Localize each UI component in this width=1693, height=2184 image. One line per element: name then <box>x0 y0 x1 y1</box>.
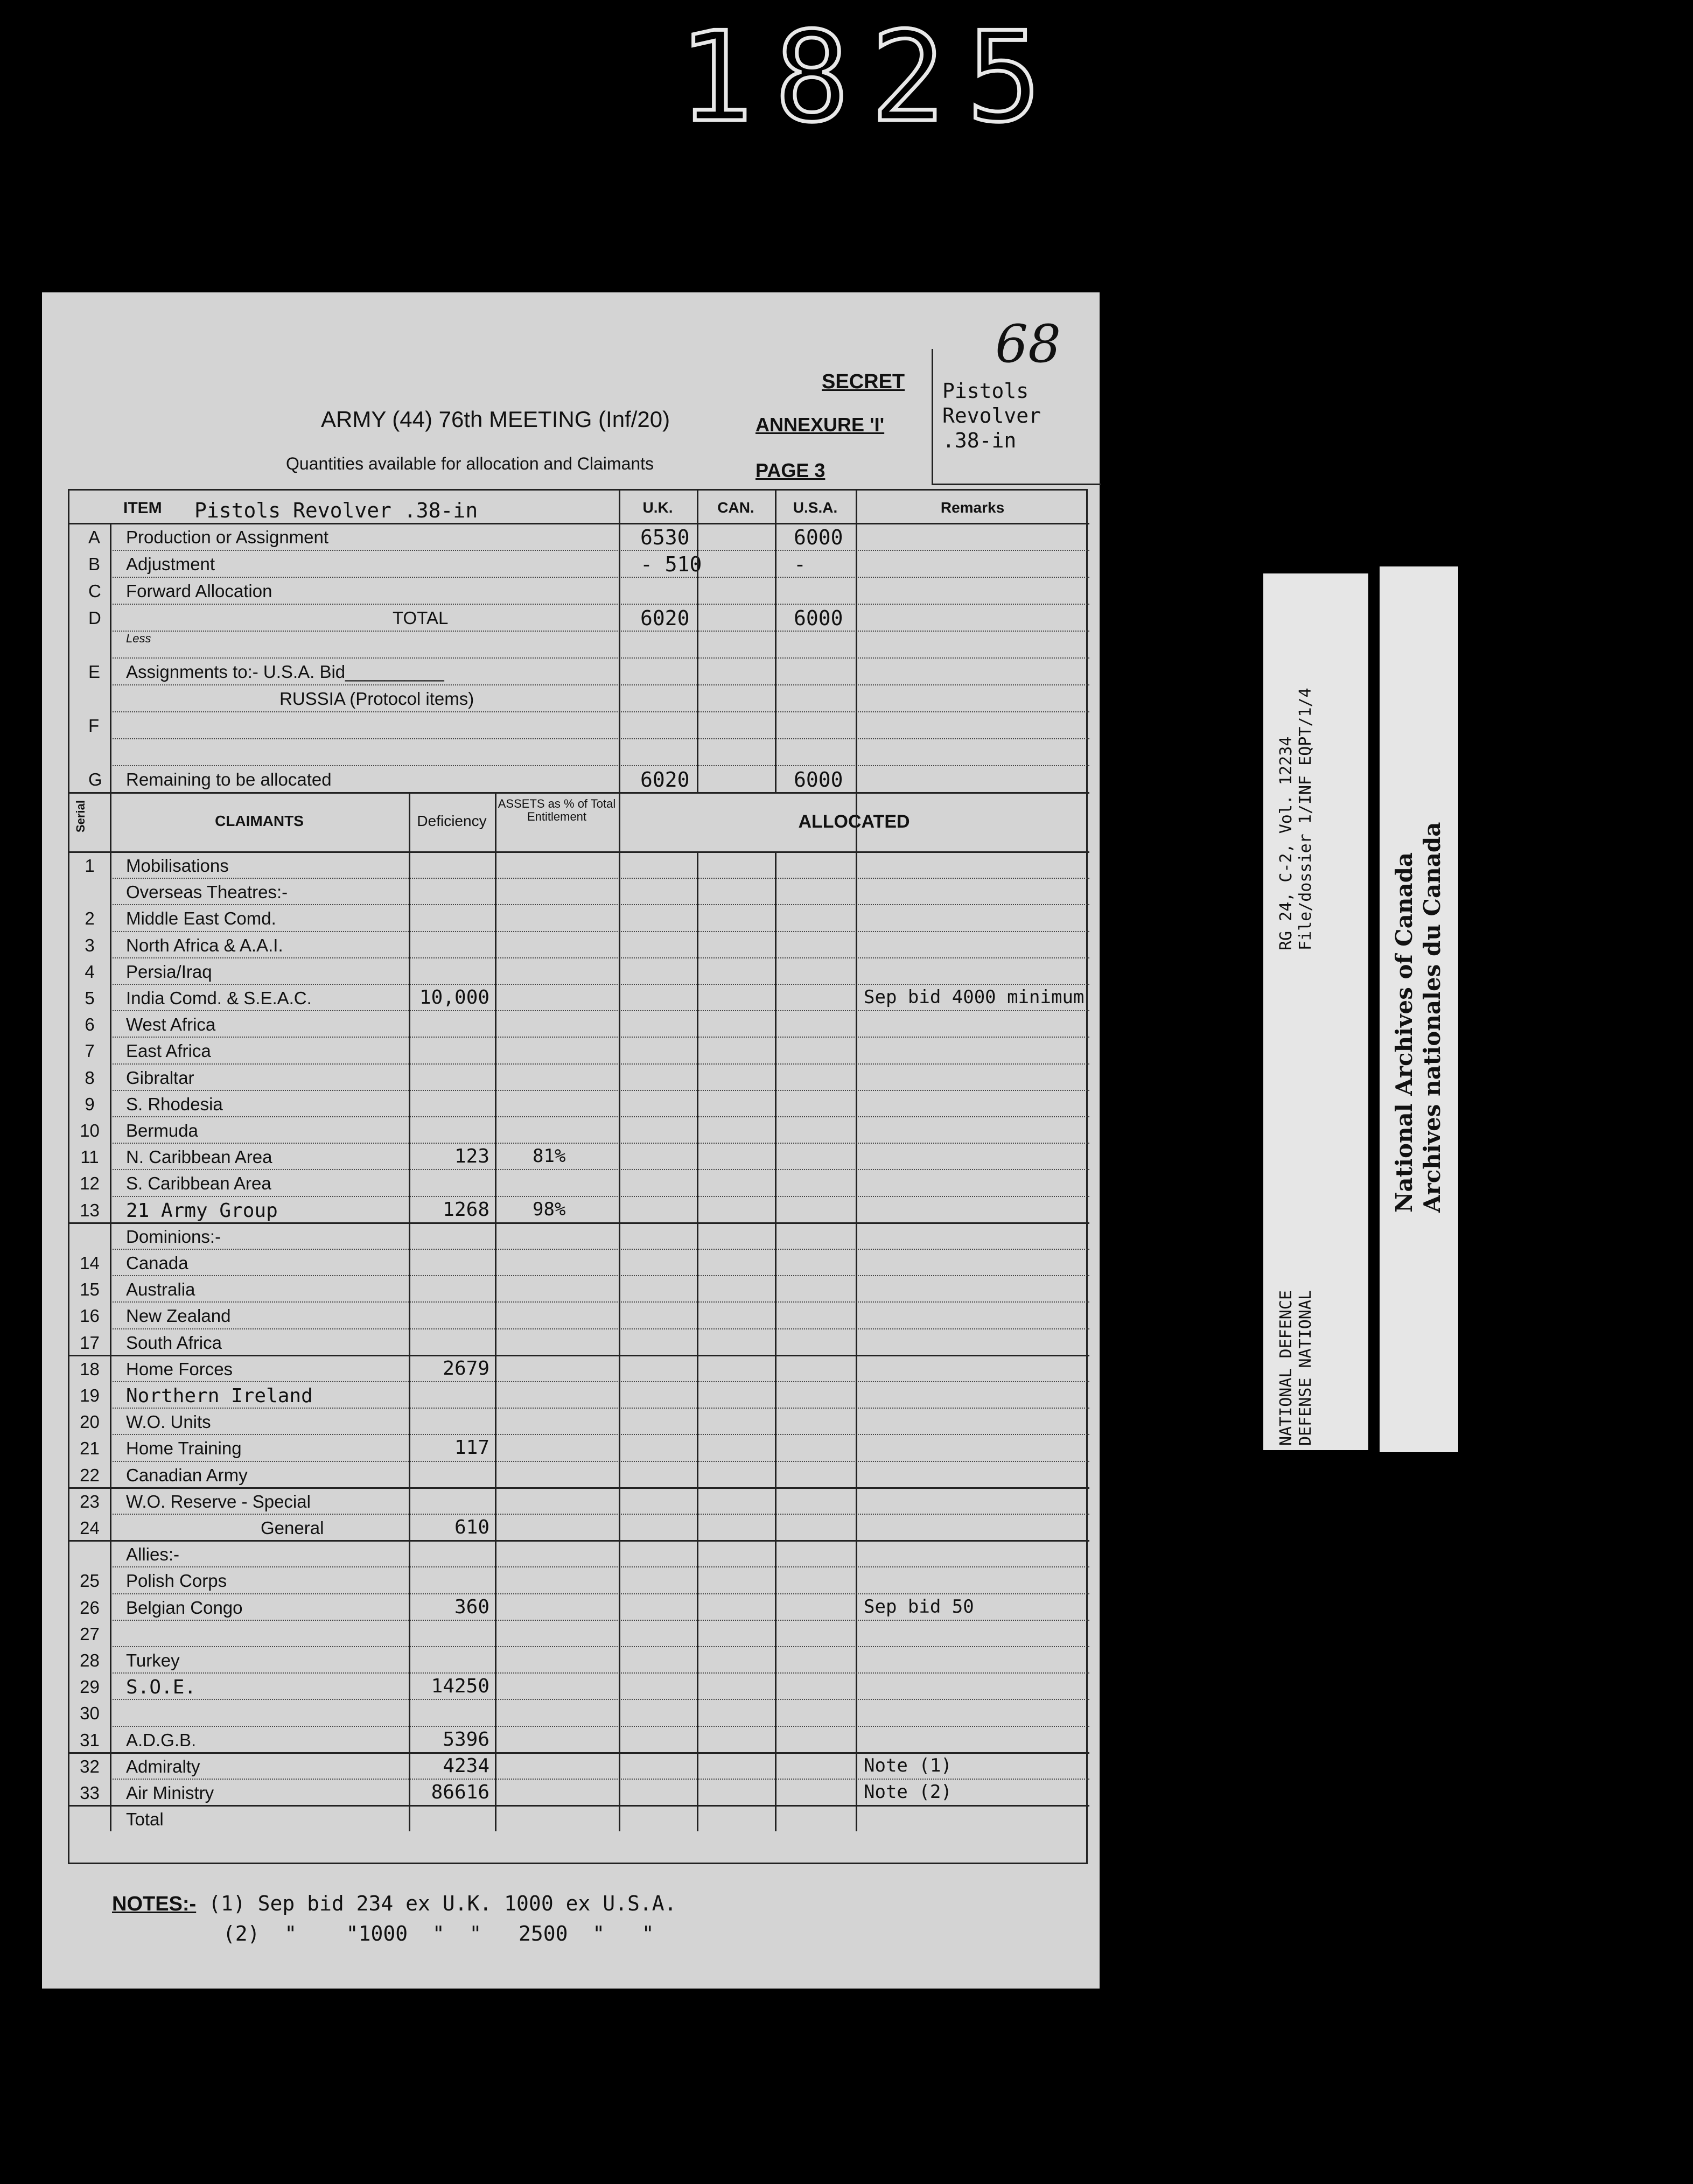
claimant-name: S. Rhodesia <box>126 1094 223 1114</box>
row-divider <box>110 1620 1089 1621</box>
row-divider <box>110 1646 1089 1647</box>
column-header: U.K. <box>642 499 673 516</box>
claimants-header: CLAIMANTS <box>215 813 304 829</box>
serial-number: 9 <box>85 1094 95 1114</box>
archive-line: Archives nationales du Canada <box>1419 822 1445 1213</box>
claimant-name: 21 Army Group <box>126 1199 278 1222</box>
serial-number: 14 <box>80 1253 100 1273</box>
deficiency-header: Deficiency <box>417 813 487 829</box>
deficiency-value: 123 <box>454 1145 489 1168</box>
row-label: TOTAL <box>393 608 449 628</box>
deficiency-value: 117 <box>454 1437 489 1459</box>
claimant-name: India Comd. & S.E.A.C. <box>126 988 312 1008</box>
deficiency-value: 610 <box>454 1516 489 1538</box>
claimant-name: Middle East Comd. <box>126 908 276 929</box>
claimant-name: Turkey <box>126 1650 180 1670</box>
row-divider <box>110 1726 1089 1727</box>
row-divider <box>69 1355 1089 1356</box>
row-divider <box>69 1540 1089 1542</box>
row-divider <box>110 1779 1089 1780</box>
claimant-name: Canada <box>126 1253 188 1273</box>
serial-number: 32 <box>80 1756 100 1776</box>
column-header: U.S.A. <box>793 499 838 516</box>
serial-number: 16 <box>80 1306 100 1326</box>
row-label: Assignments to:- U.S.A. Bid__________ <box>126 662 444 682</box>
archive-line: National Archives of Canada <box>1391 852 1417 1213</box>
remarks-value: Note (2) <box>864 1781 952 1803</box>
column-divider <box>619 491 620 792</box>
claimant-name: General <box>261 1518 324 1538</box>
claimant-name: Dominions:- <box>126 1226 221 1247</box>
archive-strip <box>1380 566 1458 1452</box>
serial-number: 2 <box>85 908 95 929</box>
serial-number: 26 <box>80 1597 100 1618</box>
reference-line: File/dossier 1/INF EQPT/1/4 <box>1296 688 1315 950</box>
serial-number: 24 <box>80 1518 100 1538</box>
row-divider <box>110 604 1089 605</box>
row-label: Production or Assignment <box>126 527 329 547</box>
uk-value: 6020 <box>640 606 690 630</box>
reference-strip <box>1263 573 1368 1450</box>
row-label: Forward Allocation <box>126 581 272 601</box>
column-divider <box>856 792 857 1831</box>
serial-number: 12 <box>80 1173 100 1194</box>
serial-number: 10 <box>80 1121 100 1140</box>
column-divider <box>619 792 620 1831</box>
row-divider <box>110 1699 1089 1700</box>
usa-value: 6000 <box>794 768 843 792</box>
handwritten-page-number: 68 <box>995 314 1061 374</box>
claimant-name: N. Caribbean Area <box>126 1147 272 1167</box>
document-page <box>42 292 1100 1989</box>
row-divider <box>110 878 1089 879</box>
classification-label: SECRET <box>822 370 905 393</box>
serial-number: 13 <box>80 1200 100 1220</box>
deficiency-value: 14250 <box>431 1675 489 1698</box>
claimant-name: Home Forces <box>126 1359 233 1379</box>
deficiency-value: 10,000 <box>419 986 490 1009</box>
row-letter: E <box>88 662 101 682</box>
serial-number: 15 <box>80 1279 100 1300</box>
row-divider <box>110 957 1089 958</box>
row-divider <box>110 657 1089 659</box>
notes-label: NOTES:- <box>112 1893 197 1915</box>
serial-number: 4 <box>85 961 95 982</box>
claimant-name: West Africa <box>126 1014 216 1035</box>
uk-value: - 510 <box>640 552 702 576</box>
serial-number: 22 <box>80 1465 100 1485</box>
usa-value: 6000 <box>794 526 843 549</box>
claimant-name: Overseas Theatres:- <box>126 882 288 902</box>
item-box-text <box>942 379 1041 453</box>
remarks-value: Note (1) <box>864 1754 952 1776</box>
note-line: (2) " "1000 " " 2500 " " <box>222 1922 654 1945</box>
claimant-name: Total <box>126 1809 164 1830</box>
row-divider <box>69 1222 1089 1224</box>
serial-number: 28 <box>80 1650 100 1670</box>
claimant-name: A.D.G.B. <box>126 1730 197 1750</box>
serial-header: Serial <box>74 800 87 832</box>
row-divider <box>110 550 1089 551</box>
row-letter: A <box>88 527 101 547</box>
row-label: Less <box>126 632 151 645</box>
divider <box>69 851 1089 853</box>
column-divider <box>697 491 698 792</box>
row-divider <box>110 631 1089 632</box>
row-divider <box>69 1805 1089 1807</box>
annexure-label: ANNEXURE 'I' <box>755 414 885 436</box>
serial-number: 33 <box>80 1783 100 1803</box>
row-divider <box>110 1301 1089 1303</box>
row-divider <box>110 1143 1089 1144</box>
serial-number: 1 <box>85 856 95 876</box>
allocation-table <box>68 489 1088 1864</box>
row-divider <box>69 1487 1089 1489</box>
usa-value: - <box>794 552 806 576</box>
row-divider <box>110 1010 1089 1011</box>
column-divider <box>495 792 496 1831</box>
assets-value: 81% <box>533 1145 566 1167</box>
serial-number: 19 <box>80 1385 100 1405</box>
claimant-name: Persia/Iraq <box>126 961 212 982</box>
claimant-name: Home Training <box>126 1438 242 1459</box>
frame-number: 1825 <box>678 6 1063 150</box>
row-divider <box>110 1275 1089 1276</box>
page-number: PAGE 3 <box>755 459 825 481</box>
divider <box>69 792 1089 794</box>
serial-number: 6 <box>85 1014 95 1035</box>
row-label: Remaining to be allocated <box>126 769 332 789</box>
row-divider <box>69 1752 1089 1754</box>
claimant-name: Australia <box>126 1279 195 1300</box>
serial-number: 3 <box>85 935 95 955</box>
row-divider <box>110 1461 1089 1462</box>
column-header: Remarks <box>940 499 1005 516</box>
row-letter: D <box>88 608 101 628</box>
row-divider <box>110 738 1089 739</box>
row-divider <box>110 1434 1089 1435</box>
claimant-name: Belgian Congo <box>126 1597 243 1618</box>
row-divider <box>110 1408 1089 1409</box>
deficiency-value: 5396 <box>443 1728 489 1751</box>
row-divider <box>110 931 1089 932</box>
serial-number: 7 <box>85 1041 95 1061</box>
uk-value: 6530 <box>640 526 690 549</box>
claimant-name: Northern Ireland <box>126 1385 313 1407</box>
deficiency-value: 360 <box>454 1595 489 1618</box>
row-divider <box>110 1196 1089 1197</box>
column-divider <box>110 792 111 1831</box>
notes-block <box>112 1889 676 1949</box>
claimant-name: W.O. Reserve - Special <box>126 1491 311 1511</box>
note-line: (1) Sep bid 234 ex U.K. 1000 ex U.S.A. <box>208 1892 677 1915</box>
row-label: Adjustment <box>126 554 215 574</box>
remarks-value: Sep bid 50 <box>864 1595 974 1618</box>
claimant-name: Allies:- <box>126 1544 180 1565</box>
allocated-header: ALLOCATED <box>798 811 910 832</box>
meeting-title: ARMY (44) 76th MEETING (Inf/20) <box>321 407 670 432</box>
row-letter: F <box>88 716 100 736</box>
row-divider <box>110 904 1089 905</box>
row-letter: B <box>88 554 101 574</box>
row-divider <box>110 1169 1089 1170</box>
row-divider <box>110 1328 1089 1329</box>
row-divider <box>110 684 1089 685</box>
claimant-name: New Zealand <box>126 1306 231 1326</box>
department-line: DEFENSE NATIONAL <box>1296 1290 1315 1446</box>
row-divider <box>110 1116 1089 1117</box>
row-divider <box>110 577 1089 578</box>
serial-number: 25 <box>80 1571 100 1591</box>
deficiency-value: 4234 <box>443 1754 489 1777</box>
row-label: RUSSIA (Protocol items) <box>279 689 474 709</box>
item-value: Pistols Revolver .38-in <box>194 499 478 522</box>
claimant-name: Gibraltar <box>126 1067 194 1088</box>
claimant-name: East Africa <box>126 1041 211 1061</box>
claimant-name: Mobilisations <box>126 856 229 876</box>
row-divider <box>110 1672 1089 1674</box>
column-divider <box>697 851 698 1831</box>
claimant-name: S.O.E. <box>126 1676 197 1699</box>
row-divider <box>110 1593 1089 1594</box>
column-divider <box>775 491 776 792</box>
serial-number: 29 <box>80 1677 100 1697</box>
column-divider <box>856 491 857 792</box>
claimant-name: S. Caribbean Area <box>126 1173 271 1194</box>
claimant-name: Canadian Army <box>126 1465 248 1485</box>
row-letter: C <box>88 581 101 601</box>
row-divider <box>110 984 1089 985</box>
remarks-value: Sep bid 4000 minimum <box>864 986 1085 1008</box>
row-divider <box>110 1090 1089 1091</box>
claimant-name: W.O. Units <box>126 1412 211 1432</box>
serial-number: 27 <box>80 1623 100 1644</box>
serial-number: 17 <box>80 1332 100 1353</box>
claimant-name: Polish Corps <box>126 1571 227 1591</box>
row-divider <box>110 1566 1089 1567</box>
row-divider <box>110 1381 1089 1382</box>
item-label: ITEM <box>123 499 162 517</box>
serial-number: 20 <box>80 1412 100 1432</box>
column-divider <box>775 851 776 1831</box>
column-divider <box>110 523 111 792</box>
serial-number: 31 <box>80 1730 100 1750</box>
serial-number: 18 <box>80 1359 100 1379</box>
document-subtitle: Quantities available for allocation and Claimants <box>286 454 654 473</box>
column-header: CAN. <box>717 499 754 516</box>
deficiency-value: 86616 <box>431 1781 489 1803</box>
serial-number: 21 <box>80 1438 100 1459</box>
item-box-line: Pistols <box>942 379 1029 403</box>
reference-line: RG 24, C-2, Vol. 12234 <box>1277 736 1296 950</box>
uk-value: 6020 <box>640 768 690 792</box>
serial-number: 8 <box>85 1067 95 1088</box>
divider <box>69 523 1089 524</box>
serial-number: 11 <box>80 1147 99 1167</box>
claimant-name: South Africa <box>126 1332 222 1353</box>
claimant-name: North Africa & A.A.I. <box>126 935 283 955</box>
column-divider <box>409 792 410 1831</box>
row-letter: G <box>88 769 102 789</box>
serial-number: 30 <box>80 1703 100 1724</box>
department-line: NATIONAL DEFENCE <box>1277 1290 1296 1446</box>
claimant-name: Admiralty <box>126 1756 200 1776</box>
deficiency-value: 2679 <box>443 1357 489 1380</box>
row-divider <box>110 1037 1089 1038</box>
row-divider <box>110 711 1089 712</box>
row-divider <box>110 1514 1089 1515</box>
serial-number: 5 <box>85 988 95 1008</box>
row-divider <box>110 1249 1089 1250</box>
claimant-name: Bermuda <box>126 1121 198 1140</box>
serial-number: 23 <box>80 1491 100 1511</box>
item-box-line: Revolver <box>942 404 1041 428</box>
row-divider <box>110 765 1089 766</box>
claimant-name: Air Ministry <box>126 1783 214 1803</box>
assets-header: ASSETS as % of Total Entitlement <box>498 797 616 823</box>
item-box-line: .38-in <box>942 429 1017 452</box>
row-divider <box>110 1063 1089 1065</box>
deficiency-value: 1268 <box>443 1198 489 1221</box>
usa-value: 6000 <box>794 606 843 630</box>
assets-value: 98% <box>533 1198 566 1220</box>
